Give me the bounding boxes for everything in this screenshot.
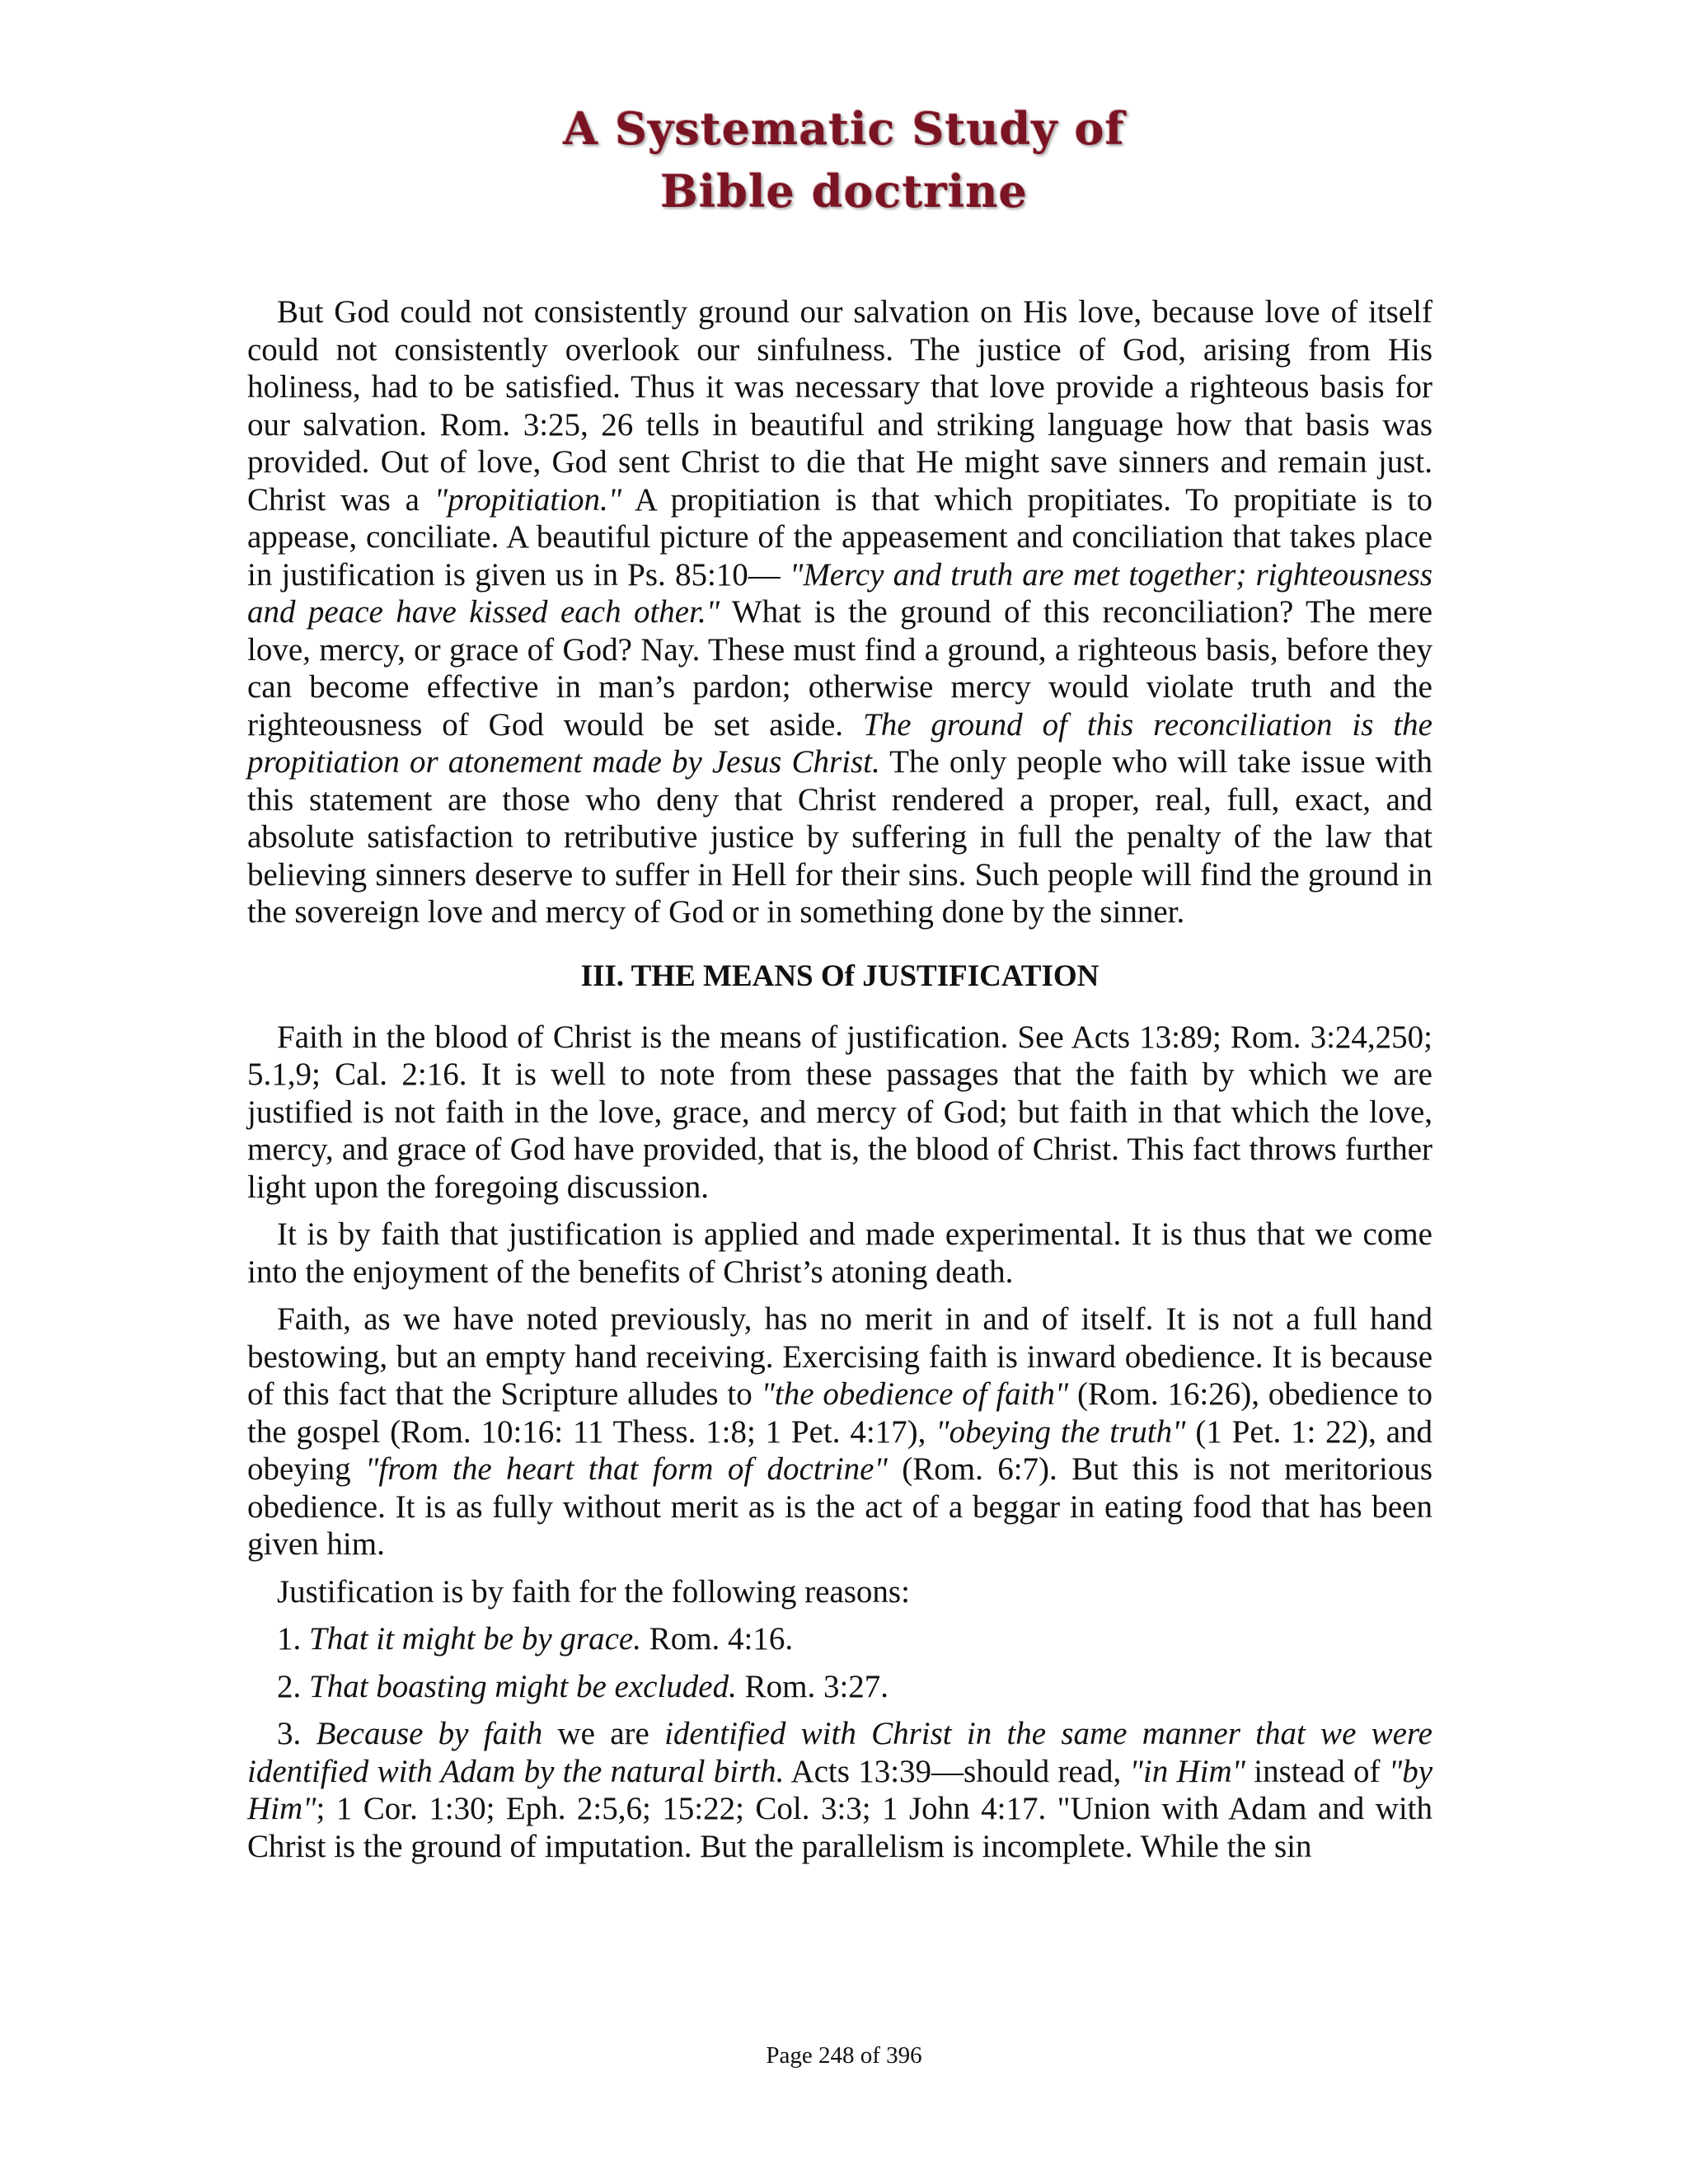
- text-segment: we are: [542, 1716, 665, 1751]
- text-segment: The only people who will take issue with this statement are those who deny that Christ rendered a proper, real, full, exact, and absolute satisfaction to retributive justice by suffering in full the penalty of the law that believing sinners deserve to suffer in Hell for their sins. Such people will find the ground in the sovereign love and mercy of God or in something done by the sinner.: [247, 744, 1432, 930]
- section-heading: III. THE MEANS Of JUSTIFICATION: [580, 958, 1100, 993]
- text-segment: Justification is by faith for the following reasons:: [277, 1573, 910, 1610]
- list-item-grace: [247, 1620, 1432, 1658]
- paragraph-reasons-intro: [247, 1573, 1432, 1611]
- list-item-boasting: [247, 1668, 1432, 1706]
- text-segment: Faith, as we have noted previously, has no merit in and of itself. It is not a full hand bestowing, but an empty hand receiving. Exercising faith is inward obedience. It is because of this fact that the Scripture alludes to: [247, 1301, 1432, 1412]
- page-number: Page 248 of 396: [766, 2042, 922, 2069]
- text-segment: Rom. 3:27.: [736, 1668, 889, 1704]
- text-segment: But God could not consistently ground our salvation on His love, because love of itself could not consistently overlook our sinfulness. The justice of God, arising from His holiness, had to be satisfied. Thus it was necessary that love provide a righteous basis for our salvation. Rom. 3:25, 26 tells in beautiful and striking language how that basis was provided. Out of love, God sent Christ to die that He might save sinners and remain just. Christ was a: [247, 294, 1432, 518]
- text-segment: 3.: [277, 1716, 316, 1751]
- paragraph-faith-means: [247, 1019, 1432, 1207]
- paragraph-faith-applied: [247, 1216, 1432, 1291]
- text-segment: Acts 13:39—should read,: [784, 1753, 1130, 1789]
- italic-text-segment: "by Him": [247, 1753, 1432, 1826]
- text-segment: It is by faith that justification is applied and made experimental. It is thus that we come into the enjoyment of the benefits of Christ’s atoning death.: [247, 1216, 1432, 1290]
- text-segment: Rom. 4:16.: [640, 1621, 794, 1657]
- italic-text-segment: The ground of this reconciliation is the propitiation or atonement made by Jesus Christ.: [247, 706, 1432, 780]
- italic-text-segment: "propitiation.": [434, 481, 622, 518]
- header-title-line-1: A Systematic Study of: [563, 102, 1125, 155]
- header-title-line-2: Bible doctrine: [660, 165, 1028, 218]
- text-segment: (1 Pet. 1: 22), and obeying: [247, 1413, 1433, 1487]
- text-segment: (Rom. 16:26), obedience to the gospel (Rom. 10:16: 11 Thess. 1:8; 1 Pet. 4:17),: [247, 1376, 1432, 1450]
- list-item-identified: [247, 1715, 1432, 1865]
- paragraph-propitiation: [247, 293, 1432, 931]
- text-segment: ; 1 Cor. 1:30; Eph. 2:5,6; 15:22; Col. 3:3; 1 John 4:17. "Union with Adam and with Christ is the ground of imputation. But the parallelism is incomplete. While the sin: [247, 1791, 1432, 1864]
- text-segment: A propitiation is that which propitiates. To propitiate is to appease, conciliate. A beautiful picture of the appeasement and conciliation that takes place in justification is given us in Ps. 85:10—: [247, 481, 1432, 593]
- text-segment: (Rom. 6:7). But this is not meritorious obedience. It is as fully without merit as is the act of a beggar in eating food that has been given him.: [247, 1451, 1432, 1562]
- paragraph-faith-merit: [247, 1301, 1432, 1563]
- italic-text-segment: "Mercy and truth are met together; righteousness and peace have kissed each other.": [247, 556, 1432, 630]
- text-segment: Faith in the blood of Christ is the means of justification. See Acts 13:89; Rom. 3:24,250; 5.1,9; Cal. 2:16. It is well to note from these passages that the faith by which we are justified is not faith in the love, grace, and mercy of God; but faith in that which the love, mercy, and grace of God have provided, that is, the blood of Christ. This fact throws further light upon the foregoing discussion.: [247, 1019, 1432, 1205]
- italic-text-segment: "the obedience of faith": [761, 1376, 1069, 1412]
- document-body: [247, 293, 1432, 1875]
- italic-text-segment: That boasting might be excluded.: [309, 1668, 737, 1704]
- italic-text-segment: "in Him": [1129, 1753, 1246, 1789]
- italic-text-segment: That it might be by grace.: [309, 1621, 641, 1657]
- italic-text-segment: identified with Christ in the same manner that we were identified with Adam by the natural birth.: [247, 1716, 1432, 1789]
- italic-text-segment: Because by faith: [316, 1716, 543, 1751]
- text-segment: instead of: [1245, 1753, 1389, 1789]
- header-title-logo: [0, 97, 1688, 223]
- italic-text-segment: "obeying the truth": [935, 1413, 1186, 1450]
- text-segment: 2.: [277, 1668, 309, 1704]
- italic-text-segment: "from the heart that form of doctrine": [365, 1451, 888, 1487]
- text-segment: What is the ground of this reconciliation? The mere love, mercy, or grace of God? Nay. These must find a ground, a righteous basis, before they can become effective in man’s pardon; otherwise mercy would violate truth and the righteousness of God would be set aside.: [247, 594, 1433, 743]
- text-segment: 1.: [277, 1621, 309, 1657]
